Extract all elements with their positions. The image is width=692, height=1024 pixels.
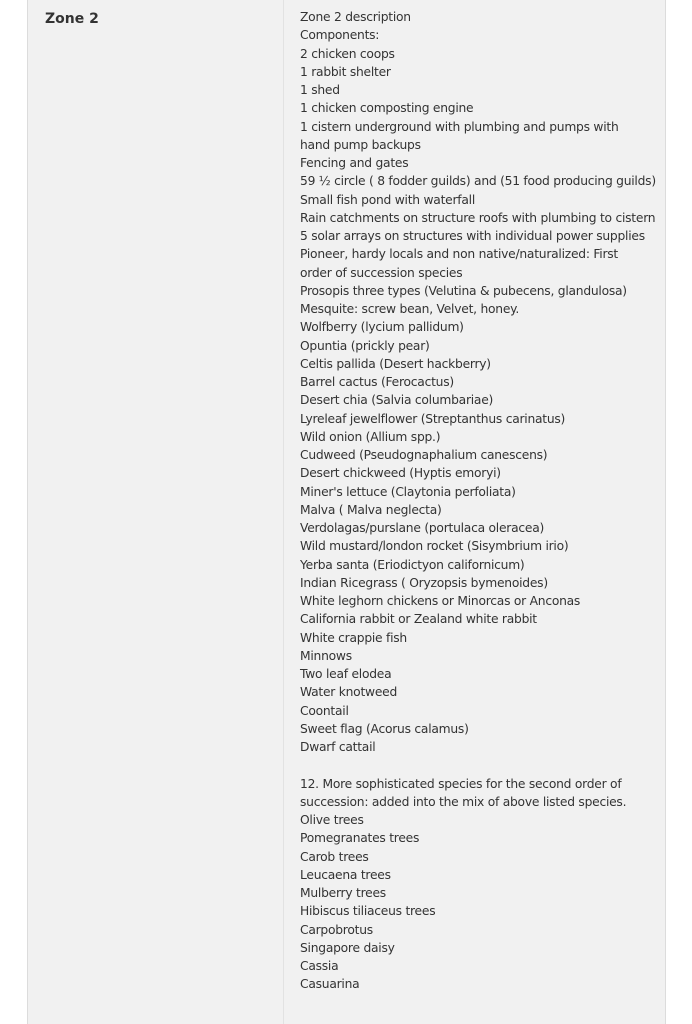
- list-item: Yerba santa (Eriodictyon californicum): [300, 557, 525, 572]
- list-item: Dwarf cattail: [300, 740, 376, 754]
- list-item: Mulberry trees: [300, 886, 386, 900]
- list-item: Singapore daisy: [300, 940, 395, 955]
- description-heading: Zone 2 description: [300, 10, 411, 24]
- zone-label: Zone 2: [45, 11, 99, 27]
- components-heading: Components:: [300, 28, 380, 43]
- zone-description-cell: [300, 8, 656, 994]
- list-item: Wild mustard/london rocket (Sisymbrium irio): [300, 539, 569, 554]
- list-item: Mesquite: screw bean, Velvet, honey.: [300, 302, 520, 316]
- list-item: Verdolagas/purslane (portulaca oleracea): [300, 521, 545, 535]
- list-item: White leghorn chickens or Minorcas or Anconas: [300, 594, 581, 608]
- list-item: Small fish pond with waterfall: [300, 192, 475, 207]
- list-item: California rabbit or Zealand white rabbit: [300, 612, 537, 627]
- list-item: Olive trees: [300, 813, 364, 827]
- list-item: Desert chickweed (Hyptis emoryi): [300, 466, 501, 481]
- list-item: 1 rabbit shelter: [300, 64, 391, 79]
- list-item: Barrel cactus (Ferocactus): [300, 375, 454, 389]
- list-item: Coontail: [300, 703, 349, 718]
- list-item: 2 chicken coops: [300, 46, 395, 61]
- list-item: Cudweed (Pseudognaphalium canescens): [300, 448, 548, 462]
- list-item: Casuarina: [300, 977, 360, 992]
- list-item: Minnows: [300, 648, 352, 663]
- list-item: 1 cistern underground with plumbing and pumps with hand pump backups: [300, 119, 619, 152]
- list-item: 5 solar arrays on structures with individual power supplies: [300, 229, 645, 243]
- list-item: Celtis pallida (Desert hackberry): [300, 356, 491, 371]
- list-item: Desert chia (Salvia columbariae): [300, 393, 494, 408]
- list-item: 1 chicken composting engine: [300, 101, 474, 116]
- list-item: White crappie fish: [300, 630, 407, 645]
- list-item: Two leaf elodea: [300, 667, 392, 681]
- list-item: Water knotweed: [300, 685, 398, 700]
- list-item: Rain catchments on structure roofs with plumbing to cistern: [300, 210, 656, 225]
- list-item: Wild onion (Allium spp.): [300, 429, 441, 444]
- list-item: Carob trees: [300, 849, 369, 864]
- list-item: Cassia: [300, 959, 339, 973]
- list-item: Opuntia (prickly pear): [300, 338, 430, 353]
- list-item: Carpobrotus: [300, 922, 373, 937]
- list-item: Pioneer, hardy locals and non native/naturalized: First order of succession species: [300, 247, 619, 280]
- list-item: 59 ½ circle ( 8 fodder guilds) and (51 food producing guilds): [300, 174, 656, 189]
- list-item: Hibiscus tiliaceus trees: [300, 904, 436, 919]
- column-divider: [283, 0, 284, 1024]
- list-item: Fencing and gates: [300, 156, 409, 170]
- list-item: Lyreleaf jewelflower (Streptanthus carinatus): [300, 411, 566, 426]
- second-order-heading: 12. More sophisticated species for the second order of succession: added into the mix of above listed species.: [300, 776, 627, 809]
- list-item: Miner's lettuce (Claytonia perfoliata): [300, 484, 516, 499]
- list-item: Leucaena trees: [300, 867, 391, 882]
- list-item: Indian Ricegrass ( Oryzopsis bymenoides): [300, 575, 548, 590]
- list-item: 1 shed: [300, 83, 340, 97]
- paragraph-gap: [300, 756, 650, 774]
- list-item: Pomegranates trees: [300, 831, 420, 846]
- list-item: Prosopis three types (Velutina & pubecens, glandulosa): [300, 283, 627, 298]
- list-item: Malva ( Malva neglecta): [300, 502, 442, 517]
- list-item: Sweet flag (Acorus calamus): [300, 721, 469, 736]
- list-item: Wolfberry (lycium pallidum): [300, 320, 464, 335]
